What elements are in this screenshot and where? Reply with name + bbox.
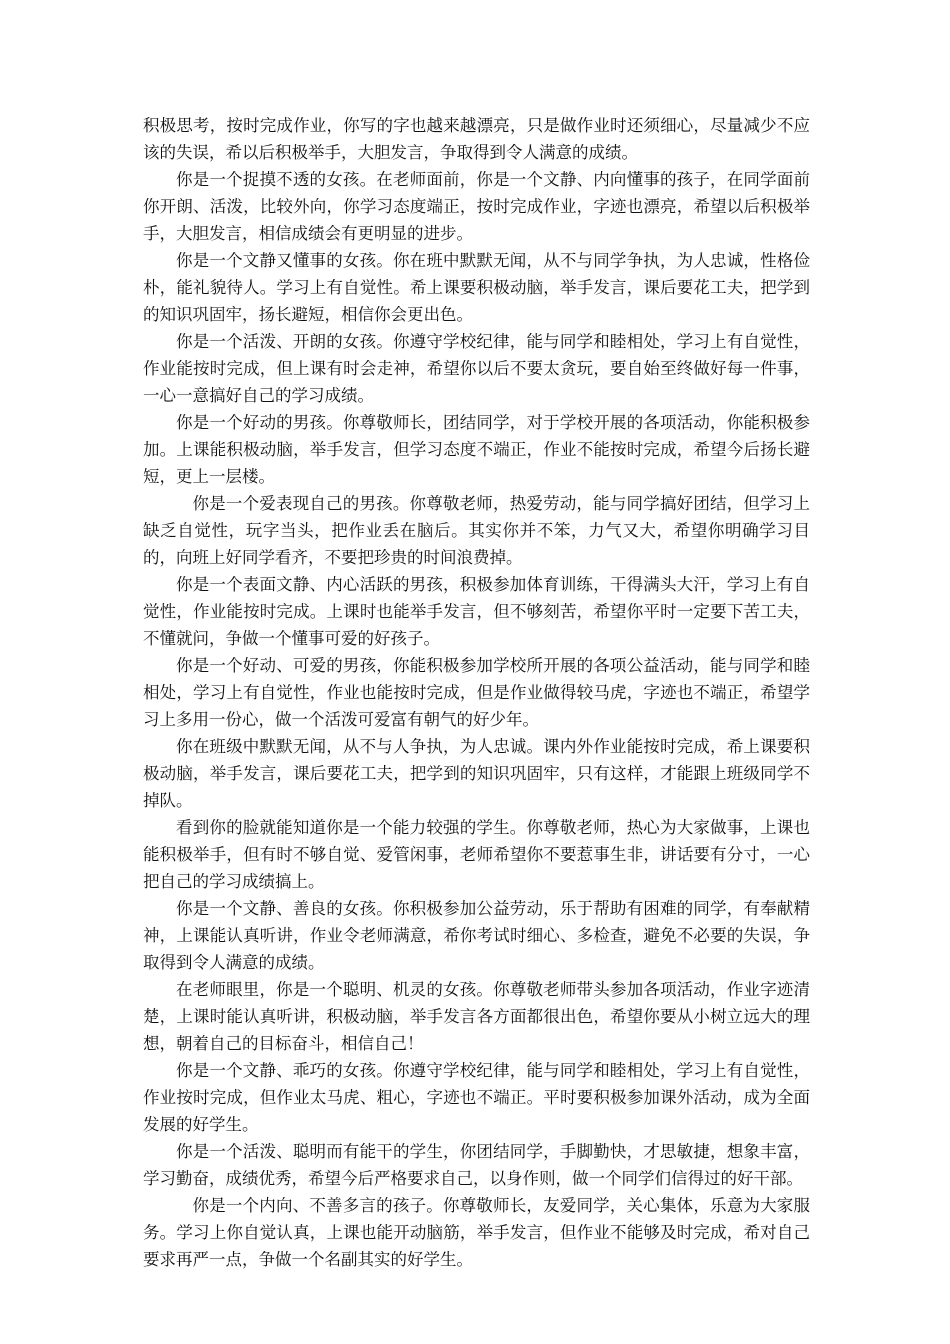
paragraph: 你是一个文静又懂事的女孩。你在班中默默无闻，从不与同学争执，为人忠诚，性格俭朴，能礼貌待人。学习上有自觉性。希上课要积极动脑，举手发言，课后要花工夫，把学到的知识巩固牢，扬长避短，相信你会更出色。 [143,251,810,324]
paragraph: 你是一个捉摸不透的女孩。在老师面前，你是一个文静、内向懂事的孩子，在同学面前你开朗、活泼，比较外向，你学习态度端正，按时完成作业，字迹也漂亮，希望以后积极举手，大胆发言，相信成绩会有更明显的进步。 [143,170,810,243]
paragraph: 你是一个文静、乖巧的女孩。你遵守学校纪律，能与同学和睦相处，学习上有自觉性，作业按时完成，但作业太马虎、粗心，字迹也不端正。平时要积极参加课外活动，成为全面发展的好学生。 [143,1061,810,1134]
paragraph: 看到你的脸就能知道你是一个能力较强的学生。你尊敬老师，热心为大家做事，上课也能积极举手，但有时不够自觉、爱管闲事，老师希望你不要惹事生非，讲话要有分寸，一心把自己的学习成绩搞上。 [143,818,810,891]
paragraph: 你是一个爱表现自己的男孩。你尊敬老师，热爱劳动，能与同学搞好团结，但学习上缺乏自觉性，玩字当头，把作业丢在脑后。其实你并不笨，力气又大，希望你明确学习目的，向班上好同学看齐，不要把珍贵的时间浪费掉。 [143,494,810,567]
paragraph: 你是一个好动的男孩。你尊敬师长，团结同学，对于学校开展的各项活动，你能积极参加。上课能积极动脑，举手发言，但学习态度不端正，作业不能按时完成，希望今后扬长避短，更上一层楼。 [143,413,810,486]
paragraph: 你是一个内向、不善多言的孩子。你尊敬师长，友爱同学，关心集体，乐意为大家服务。学习上你自觉认真，上课也能开动脑筋，举手发言，但作业不能够及时完成，希对自己要求再严一点，争做一个名副其实的好学生。 [143,1196,810,1269]
paragraph: 你在班级中默默无闻，从不与人争执，为人忠诚。课内外作业能按时完成，希上课要积极动脑，举手发言，课后要花工夫，把学到的知识巩固牢，只有这样，才能跟上班级同学不掉队。 [143,737,810,810]
document-body [143,112,810,1273]
paragraph: 你是一个好动、可爱的男孩，你能积极参加学校所开展的各项公益活动，能与同学和睦相处，学习上有自觉性，作业也能按时完成，但是作业做得较马虎，字迹也不端正，希望学习上多用一份心，做一个活泼可爱富有朝气的好少年。 [143,656,810,729]
paragraph: 你是一个表面文静、内心活跃的男孩，积极参加体育训练，干得满头大汗，学习上有自觉性，作业能按时完成。上课时也能举手发言，但不够刻苦，希望你平时一定要下苦工夫，不懂就问，争做一个懂事可爱的好孩子。 [143,575,810,648]
paragraph: 你是一个文静、善良的女孩。你积极参加公益劳动，乐于帮助有困难的同学，有奉献精神，上课能认真听讲，作业令老师满意，希你考试时细心、多检查，避免不必要的失误，争取得到令人满意的成绩。 [143,899,810,972]
paragraph: 积极思考，按时完成作业，你写的字也越来越漂亮，只是做作业时还须细心，尽量减少不应该的失误，希以后积极举手，大胆发言，争取得到令人满意的成绩。 [143,116,810,162]
paragraph: 你是一个活泼、开朗的女孩。你遵守学校纪律，能与同学和睦相处，学习上有自觉性，作业能按时完成，但上课有时会走神，希望你以后不要太贪玩，要自始至终做好每一件事，一心一意搞好自己的学习成绩。 [143,332,810,405]
paragraph: 在老师眼里，你是一个聪明、机灵的女孩。你尊敬老师带头参加各项活动，作业字迹清楚，上课时能认真听讲，积极动脑，举手发言各方面都很出色，希望你要从小树立远大的理想，朝着自己的目标奋斗，相信自己！ [143,980,810,1053]
paragraph: 你是一个活泼、聪明而有能干的学生，你团结同学，手脚勤快，才思敏捷，想象丰富，学习勤奋，成绩优秀，希望今后严格要求自己，以身作则，做一个同学们信得过的好干部。 [143,1142,810,1188]
